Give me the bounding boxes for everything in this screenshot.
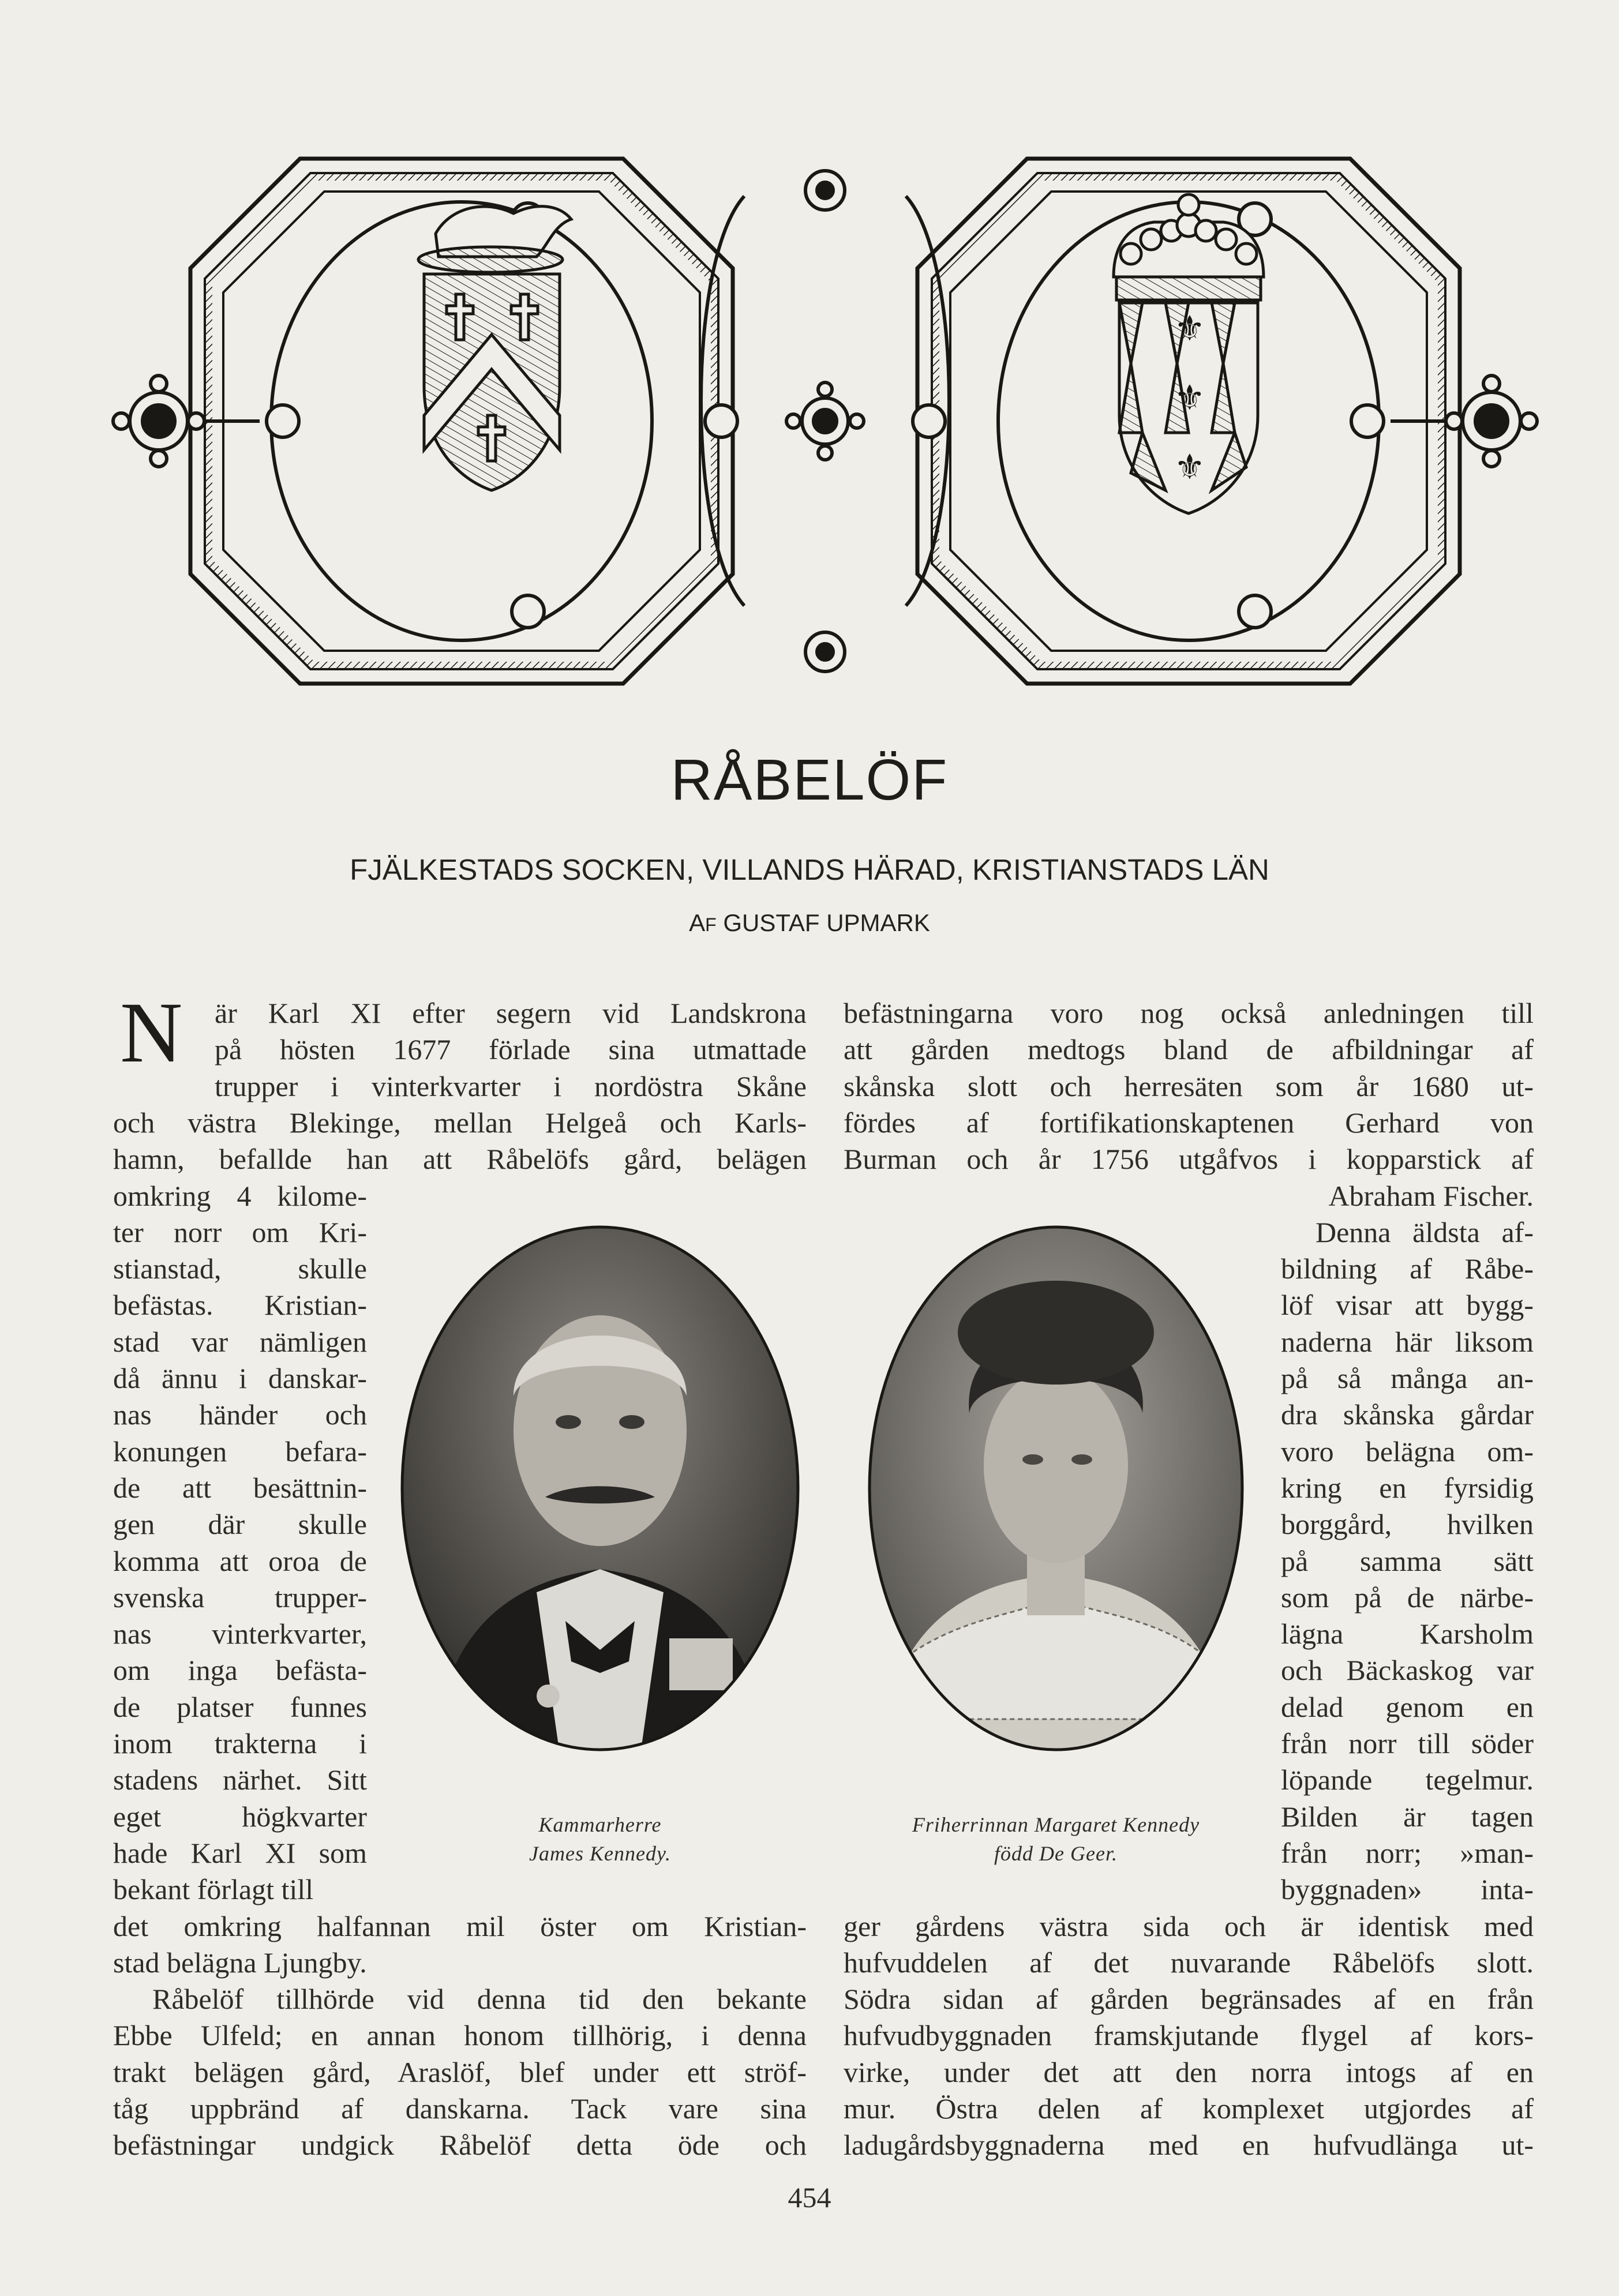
center-knot: [786, 382, 864, 460]
author-name: GUSTAF UPMARK: [723, 909, 930, 936]
text-line: dra skånska gårdar: [1281, 1398, 1534, 1431]
text-line: skånska slott och herresäten som år 1680 ut-: [844, 1070, 1534, 1102]
caption-margaret-kennedy: [848, 1810, 1264, 1868]
text-line: ger gårdens västra sida och är identisk med: [844, 1910, 1534, 1942]
text-line: ter norr om Kri-: [113, 1216, 367, 1248]
text-line: på hösten 1677 förlade sina utmattade: [215, 1033, 807, 1066]
svg-text:⚜: ⚜: [1174, 447, 1205, 487]
text-line: befästningarna voro nog också anledningen till: [844, 997, 1534, 1029]
text-line: kring en fyrsidig: [1281, 1472, 1534, 1504]
text-line: från norr till söder: [1281, 1727, 1534, 1759]
portrait-photo: [398, 1223, 802, 1754]
author-prefix-small: F: [705, 914, 717, 935]
text-line: lägna Karsholm: [1281, 1618, 1534, 1650]
text-line: att gården medtogs bland de afbildningar af: [844, 1033, 1534, 1066]
text-line: byggnaden» inta-: [1281, 1873, 1534, 1905]
text-line: hade Karl XI som: [113, 1837, 367, 1869]
text-line: borggård, hvilken: [1281, 1508, 1534, 1540]
svg-text:⚜: ⚜: [1174, 309, 1205, 349]
text-line: gen där skulle: [113, 1508, 367, 1540]
text-line: stadens närhet. Sitt: [113, 1764, 367, 1796]
text-line: och västra Blekinge, mellan Helgeå och Karls-: [113, 1106, 807, 1139]
text-line: Abraham Fischer.: [1328, 1180, 1534, 1212]
text-line: Södra sidan af gården begränsades af en från: [844, 1983, 1534, 2015]
subtitle: FJÄLKESTADS SOCKEN, VILLANDS HÄRAD, KRISTIANSTADS LÄN: [350, 853, 1269, 886]
text-line: ladugårdsbyggnaderna med en hufvudlänga ut-: [844, 2129, 1534, 2161]
text-line: löpande tegelmur.: [1281, 1764, 1534, 1796]
text-line: de att besättnin-: [113, 1472, 367, 1504]
text-line: Burman och år 1756 utgåfvos i kopparstick af: [844, 1143, 1534, 1175]
text-line: det omkring halfannan mil öster om Kristian-: [113, 1910, 807, 1942]
portrait-james-kennedy: [398, 1223, 802, 1754]
text-line: konungen befara-: [113, 1435, 367, 1468]
text-line: och Bäckaskog var: [1281, 1654, 1534, 1686]
text-line: eget högkvarter: [113, 1800, 367, 1833]
text-line: Denna äldsta af-: [1316, 1216, 1534, 1248]
text-line: tåg uppbränd af danskarna. Tack vare sina: [113, 2092, 807, 2125]
text-line: då ännu i danskar-: [113, 1362, 367, 1394]
text-line: på så många an-: [1281, 1362, 1534, 1394]
text-line: bekant förlagt till: [113, 1873, 314, 1905]
text-line: stad belägna Ljungby.: [113, 1946, 367, 1979]
text-line: befästas. Kristian-: [113, 1289, 367, 1321]
text-line: hamn, befallde han att Råbelöfs gård, belägen: [113, 1143, 807, 1175]
text-line: virke, under det att den norra intogs af en: [844, 2056, 1534, 2088]
text-line: Ebbe Ulfeld; en annan honom tillhörig, i denna: [113, 2019, 807, 2051]
text-line: mur. Östra delen af komplexet utgjordes af: [844, 2092, 1534, 2125]
caption-james-kennedy: [439, 1810, 762, 1868]
right-coat-of-arms: [1114, 194, 1264, 513]
caption-line: född De Geer.: [994, 1842, 1118, 1865]
text-line: hufvuddelen af det nuvarande Råbelöfs slott.: [844, 1946, 1534, 1979]
header-ornament: [110, 144, 1541, 698]
text-line: på samma sätt: [1281, 1545, 1534, 1577]
svg-text:⚜: ⚜: [1174, 378, 1205, 418]
text-line: Bilden är tagen: [1281, 1800, 1534, 1833]
text-line: löf visar att bygg-: [1281, 1289, 1534, 1321]
text-line: trupper i vinterkvarter i nordöstra Skåne: [215, 1070, 807, 1102]
author-prefix: A: [689, 909, 706, 936]
text-line: stad var nämligen: [113, 1326, 367, 1358]
drop-cap: N: [120, 985, 183, 1081]
portrait-margaret-kennedy: [865, 1223, 1246, 1754]
text-line: fördes af fortifikationskaptenen Gerhard von: [844, 1106, 1534, 1139]
text-line: är Karl XI efter segern vid Landskrona: [215, 997, 807, 1029]
caption-line: Kammarherre: [538, 1813, 662, 1836]
text-line: om inga befästa-: [113, 1654, 367, 1686]
text-line: hufvudbyggnaden framskjutande flygel af kors-: [844, 2019, 1534, 2051]
text-line: omkring 4 kilome-: [113, 1180, 367, 1212]
text-line: Råbelöf tillhörde vid denna tid den bekante: [152, 1983, 807, 2015]
caption-line: James Kennedy.: [529, 1842, 671, 1865]
text-line: voro belägna om-: [1281, 1435, 1534, 1468]
portrait-photo: [865, 1223, 1246, 1754]
text-line: naderna här liksom: [1281, 1326, 1534, 1358]
text-line: komma att oroa de: [113, 1545, 367, 1577]
author-line: [0, 909, 1619, 937]
text-line: trakt belägen gård, Araslöf, blef under ett ströf-: [113, 2056, 807, 2088]
text-line: nas händer och: [113, 1398, 367, 1431]
text-line: stianstad, skulle: [113, 1252, 367, 1285]
text-line: som på de närbe-: [1281, 1581, 1534, 1614]
page-title: RÅBELÖF: [670, 748, 949, 812]
text-line: inom trakterna i: [113, 1727, 367, 1759]
text-line: bildning af Råbe-: [1281, 1252, 1534, 1285]
text-line: nas vinterkvarter,: [113, 1618, 367, 1650]
text-line: de platser funnes: [113, 1691, 367, 1723]
text-line: från norr; »man-: [1281, 1837, 1534, 1869]
caption-line: Friherrinnan Margaret Kennedy: [912, 1813, 1200, 1836]
text-line: befästningar undgick Råbelöf detta öde och: [113, 2129, 807, 2161]
left-coat-of-arms: [418, 207, 571, 490]
page-number: 454: [788, 2181, 831, 2214]
text-line: svenska trupper-: [113, 1581, 367, 1614]
text-line: delad genom en: [1281, 1691, 1534, 1723]
